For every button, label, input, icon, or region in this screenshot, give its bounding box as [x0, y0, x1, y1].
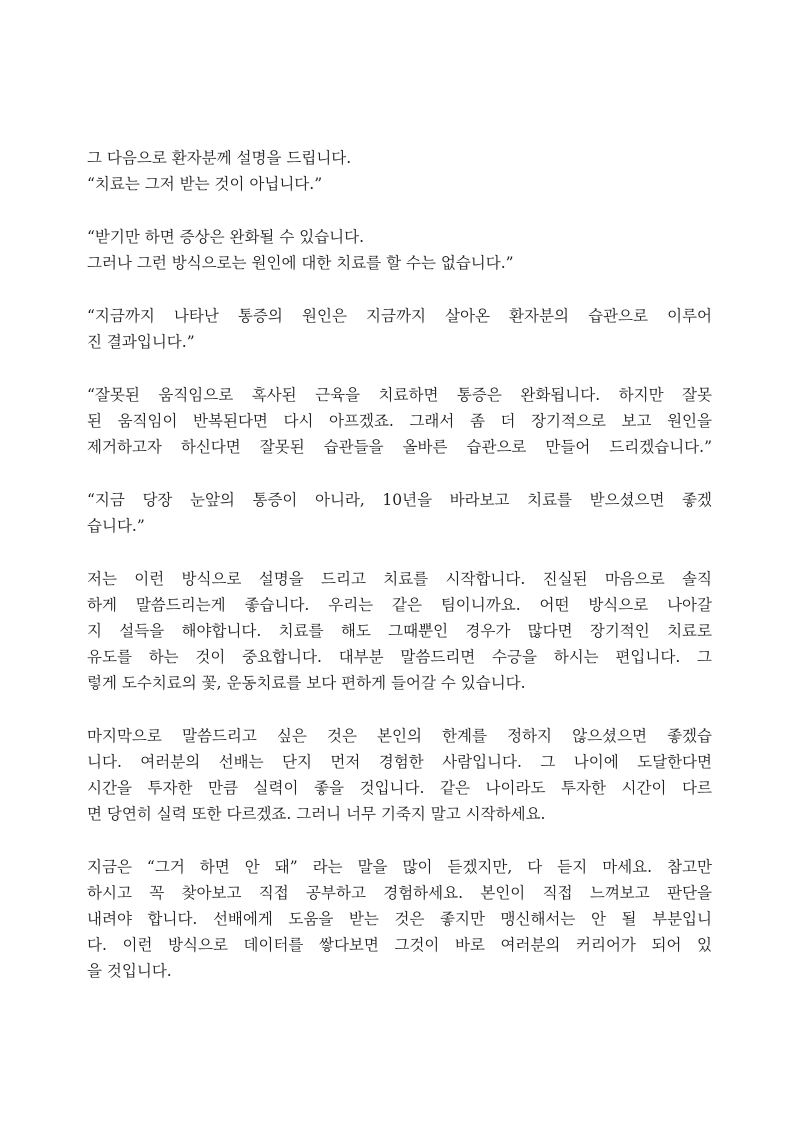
paragraph-quote-symptoms — [87, 224, 712, 276]
paragraph-advice — [87, 854, 712, 984]
text-line: “잘못된 움직임으로 혹사된 근육을 치료하면 통증은 완화됩니다. 하지만 잘못 — [87, 386, 712, 404]
text-line: 그 다음으로 환자분께 설명을 드립니다. — [87, 149, 352, 167]
paragraph-intro — [87, 145, 712, 197]
text-line: 그러나 그런 방식으로는 원인에 대한 치료를 할 수는 없습니다.” — [87, 254, 514, 272]
paragraph-quote-long-term — [87, 487, 712, 539]
text-line: 다. 이런 방식으로 데이터를 쌓다보면 그것이 바로 여러분의 커리어가 되어 있 — [87, 936, 712, 954]
text-line: 제거하고자 하신다면 잘못된 습관들을 올바른 습관으로 만들어 드리겠습니다.” — [87, 438, 712, 456]
paragraph-approach — [87, 566, 712, 696]
text-line: “지금 당장 눈앞의 통증이 아니라, 10년을 바라보고 치료를 받으셨으면 좋겠 — [87, 491, 712, 509]
text-line: “받기만 하면 증상은 완화될 수 있습니다. — [87, 228, 365, 246]
text-line: 저는 이런 방식으로 설명을 드리고 치료를 시작합니다. 진실된 마음으로 솔직 — [87, 570, 712, 588]
paragraph-limits — [87, 723, 712, 827]
text-line: 습니다.” — [87, 517, 145, 535]
text-line: 면 당연히 실력 또한 다르겠죠. 그러니 너무 기죽지 말고 시작하세요. — [87, 805, 546, 823]
text-line: 지금은 “그거 하면 안 돼” 라는 말을 많이 듣겠지만, 다 듣지 마세요. 참고만 — [87, 858, 712, 876]
body-text — [87, 145, 712, 984]
text-line: 을 것입니다. — [87, 962, 172, 980]
text-line: 진 결과입니다.” — [87, 333, 195, 351]
paragraph-quote-cause — [87, 303, 712, 355]
text-line: 하시고 꼭 찾아보고 직접 공부하고 경험하세요. 본인이 직접 느껴보고 판단을 — [87, 884, 712, 902]
text-line: 니다. 여러분의 선배는 단지 먼저 경험한 사람입니다. 그 나이에 도달한다면 — [87, 753, 712, 771]
text-line: “지금까지 나타난 통증의 원인은 지금까지 살아온 환자분의 습관으로 이루어 — [87, 307, 712, 325]
text-line: 유도를 하는 것이 중요합니다. 대부분 말씀드리면 수긍을 하시는 편입니다. 그 — [87, 648, 712, 666]
text-line: 지 설득을 해야합니다. 치료를 해도 그때뿐인 경우가 많다면 장기적인 치료로 — [87, 622, 712, 640]
text-line: “치료는 그저 받는 것이 아닙니다.” — [87, 175, 323, 193]
text-line: 마지막으로 말씀드리고 싶은 것은 본인의 한계를 정하지 않으셨으면 좋겠습 — [87, 727, 712, 745]
text-line: 된 움직임이 반복된다면 다시 아프겠죠. 그래서 좀 더 장기적으로 보고 원인을 — [87, 412, 712, 430]
text-line: 하게 말씀드리는게 좋습니다. 우리는 같은 팀이니까요. 어떤 방식으로 나아갈 — [87, 596, 712, 614]
text-line: 렇게 도수치료의 꽃, 운동치료를 보다 편하게 들어갈 수 있습니다. — [87, 674, 526, 692]
paragraph-quote-habits — [87, 382, 712, 460]
text-line: 내려야 합니다. 선배에게 도움을 받는 것은 좋지만 맹신해서는 안 될 부분입니 — [87, 910, 712, 928]
text-line: 시간을 투자한 만큼 실력이 좋을 것입니다. 같은 나이라도 투자한 시간이 다르 — [87, 779, 712, 797]
